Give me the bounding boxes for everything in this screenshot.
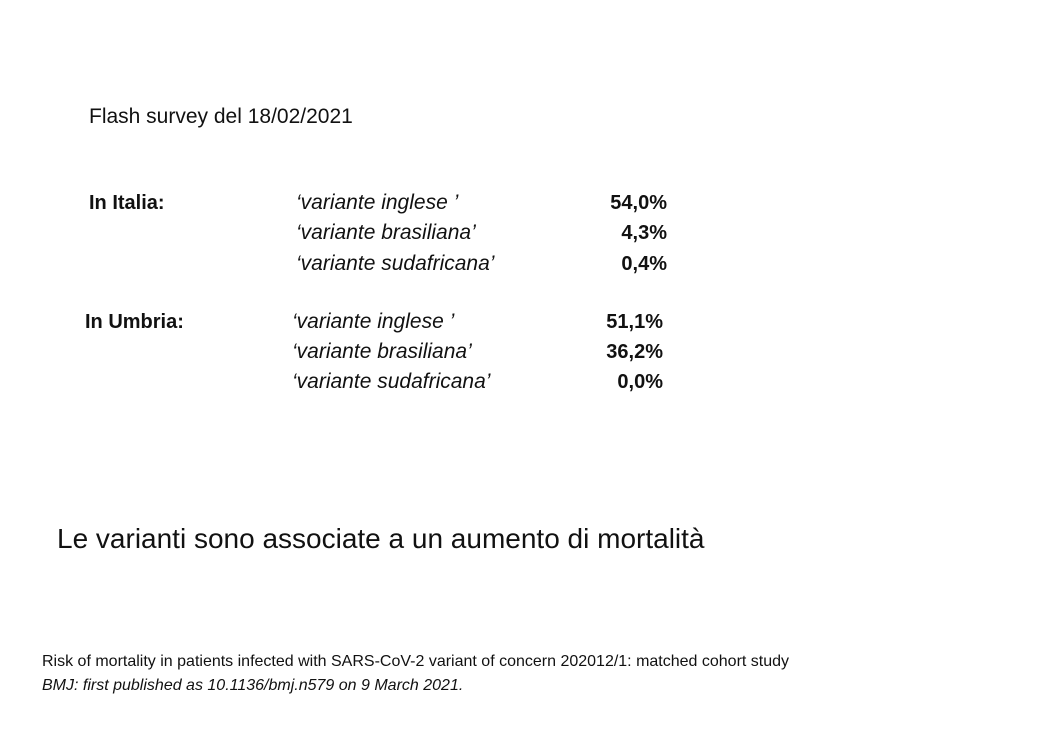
variant-name: ‘variante brasiliana’ [292,340,472,363]
citation-source: BMJ: first published as 10.1136/bmj.n579 on 9 March 2021. [42,677,464,694]
variant-value: 0,0% [617,371,663,393]
variant-value: 54,0% [610,192,667,214]
variant-name: ‘variante sudafricana’ [296,252,495,275]
variant-value: 0,4% [621,253,667,275]
region-label-umbria: In Umbria: [85,311,184,333]
variant-name: ‘variante inglese ’ [296,191,459,214]
variant-name: ‘variante inglese ’ [292,310,455,333]
headline: Le varianti sono associate a un aumento di mortalità [57,523,705,554]
variant-value: 4,3% [621,222,667,244]
citation-title: Risk of mortality in patients infected with SARS-CoV-2 variant of concern 202012/1: matched cohort study [42,653,790,670]
variant-value: 51,1% [606,311,663,333]
variant-name: ‘variante brasiliana’ [296,221,476,244]
variant-value: 36,2% [606,341,663,363]
variant-name: ‘variante sudafricana’ [292,370,491,393]
survey-title: Flash survey del 18/02/2021 [89,105,353,128]
region-label-italia: In Italia: [89,192,165,214]
